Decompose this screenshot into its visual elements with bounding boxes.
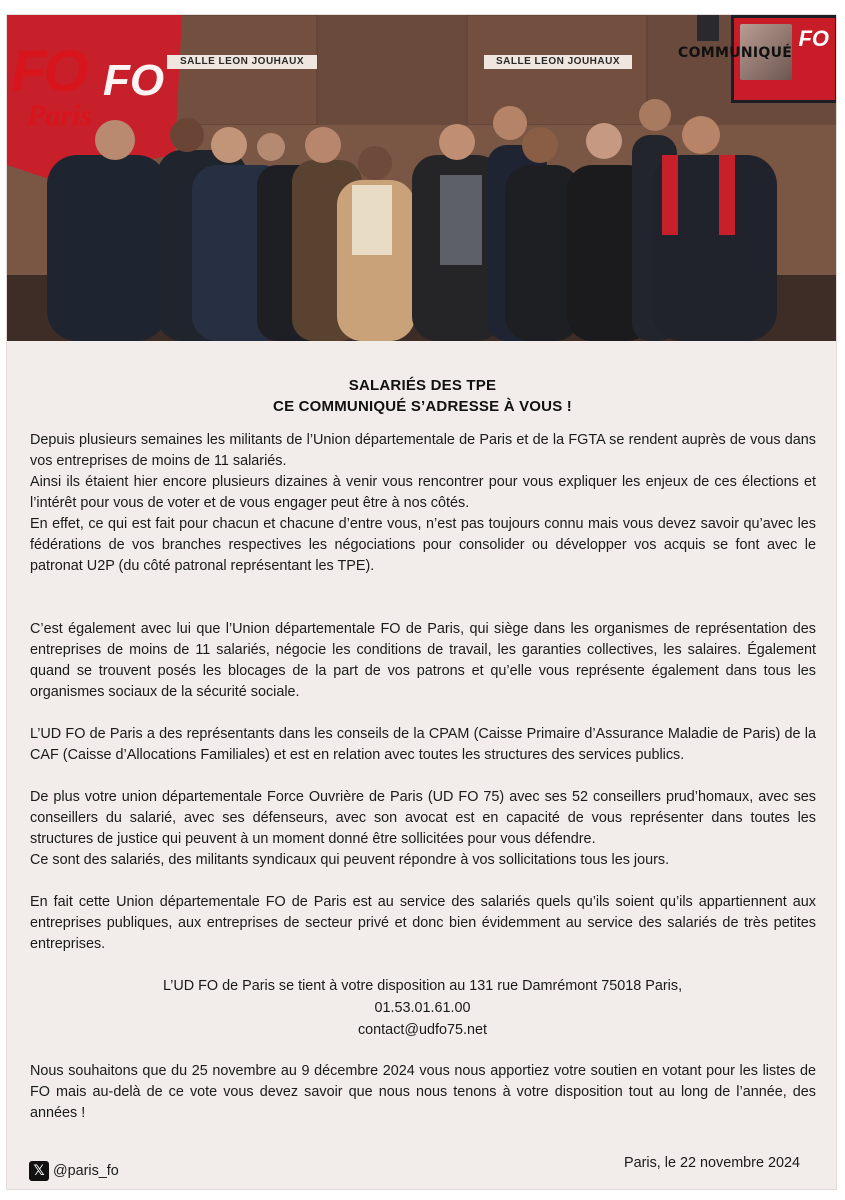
contact-phone[interactable]: 01.53.01.61.00 xyxy=(374,1000,471,1016)
fo-logo: FO xyxy=(11,39,86,104)
paragraph: De plus votre union départementale Force Ouvrière de Paris (UD FO 75) avec ses 52 conseillers prud’homaux, avec ses conseillers du salarié, avec ses défenseurs, avec son avocat est en capacité de vous représenter dans toutes les structures de justice qui peuvent à un moment donné être sollicitées pour vous défendre. xyxy=(30,789,816,847)
fo-logo-subtext: Paris xyxy=(27,99,93,132)
room-sign: SALLE LEON JOUHAUX xyxy=(167,55,317,69)
paragraph: Ce sont des salariés, des militants syndicaux qui peuvent répondre à vos sollicitations tous les jours. xyxy=(30,852,670,868)
paragraph: Ainsi ils étaient hier encore plusieurs dizaines à venir vous rencontrer pour vous expliquer les enjeux de ces élections et l’intérêt pour vous de voter et de vous engager peut être à nos côtés. xyxy=(30,474,816,511)
contact-email[interactable]: contact@udfo75.net xyxy=(357,1022,488,1038)
flag-text: FO xyxy=(103,56,165,105)
paragraph: En fait cette Union départementale FO de Paris est au service des salariés quels qu’ils soient qu’ils appartiennent aux entreprises publiques, aux entreprises de secteur privé et donc bien évidemment au service des salariés de très petites entreprises. xyxy=(30,894,816,952)
social-handle[interactable] xyxy=(29,1160,119,1182)
closing-paragraph: Nous souhaitons que du 25 novembre au 9 décembre 2024 vous nous apportiez votre soutien en votant pour les listes de FO mais au-delà de ce vote vous devez savoir que nous nous tenons à votre disposition tout au long de l’année, des années ! xyxy=(30,1063,816,1121)
document-body xyxy=(7,341,837,1190)
contact-address: L’UD FO de Paris se tient à votre disposition au 131 rue Damrémont 75018 Paris, xyxy=(162,978,683,994)
x-logo-icon: 𝕏 xyxy=(29,1161,49,1181)
communique-page xyxy=(6,14,837,1190)
headline-line-1: SALARIÉS DES TPE xyxy=(348,377,497,394)
speaker xyxy=(697,15,719,41)
paragraph: Depuis plusieurs semaines les militants de l’Union départementale de Paris et de la FGTA se rendent auprès de vous dans vos entreprises de moins de 11 salariés. xyxy=(30,432,816,469)
headline-line-2: CE COMMUNIQUÉ S’ADRESSE À VOUS ! xyxy=(273,398,572,415)
communique-label: COMMUNIQUÉ xyxy=(678,45,793,61)
document-date: Paris, le 22 novembre 2024 xyxy=(624,1155,800,1171)
paragraph: C’est également avec lui que l’Union départementale FO de Paris, qui siège dans les organismes de représentation des entreprises de moins de 11 salariés, négocie les conditions de travail, les garanties collectives, les salaires. Également quand se trouvent posés les blocages de la part de vos patrons et qu’elle vous représente également dans tous les organismes sociaux de la sécurité sociale. xyxy=(30,621,816,700)
room-sign: SALLE LEON JOUHAUX xyxy=(484,55,632,69)
social-handle-text: @paris_fo xyxy=(53,1163,119,1179)
wall-panel xyxy=(467,15,647,125)
group-photo xyxy=(7,15,837,341)
paragraph: En effet, ce qui est fait pour chacun et chacune d’entre vous, n’est pas toujours connu mais vous devez savoir qu’avec les fédérations de vos branches respectives les négociations pour consolider ou développer vos acquis se font avec le patronat U2P (du côté patronal représentant les TPE). xyxy=(30,516,816,574)
paragraph: L’UD FO de Paris a des représentants dans les conseils de la CPAM (Caisse Primaire d’Assurance Maladie de Paris) de la CAF (Caisse d’Allocations Familiales) et est en relation avec toutes les structures des services publics. xyxy=(30,726,816,763)
screen-logo: FO xyxy=(798,26,829,51)
